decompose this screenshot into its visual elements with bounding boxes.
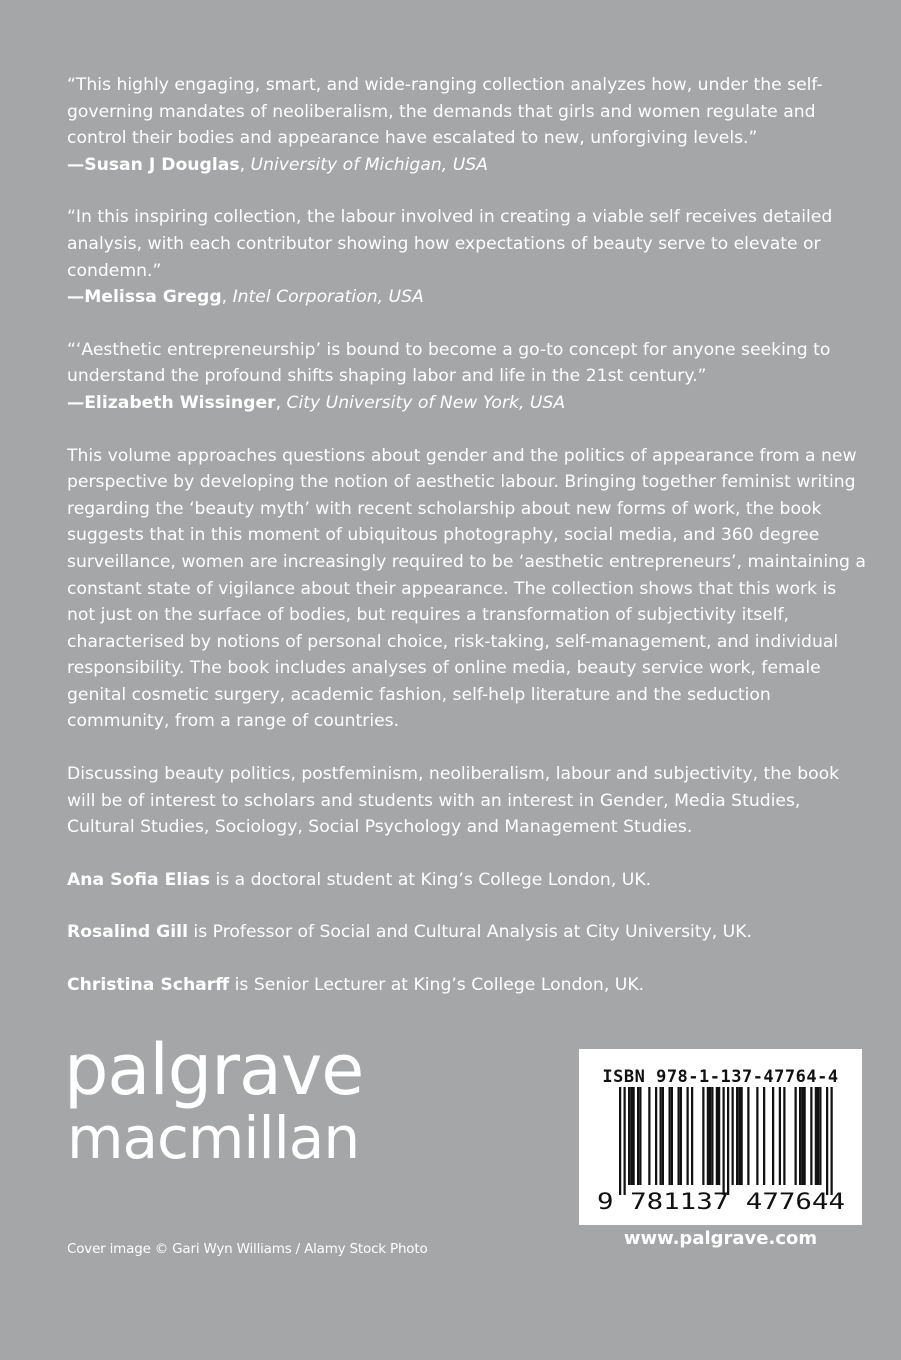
book-description: This volume approaches questions about gender and the politics of appearance from a new perspective by developing the notion of aesthetic labour. Bringing together feminist writing regarding the ‘beauty myth’ with recent scholarship about new forms of work, the book suggests that in this moment of ubiquitous photography, social media, and 360 degree surveillance, women are increasingly required to be ‘aesthetic entrepreneurs’, maintaining a constant state of vigilance about their appearance. The collection shows that this work is not just on the surface of bodies, but requires a transformation of subjectivity itself, characterised by notions of personal choice, risk-taking, self-management, and individual responsibility. The book includes analyses of online media, beauty service work, female genital cosmetic surgery, academic fashion, self-help literature and the seduction community, from a range of countries. xyxy=(67,445,866,732)
publisher-logo xyxy=(64,1029,364,1172)
logo-macmillan: macmillan xyxy=(67,1104,360,1172)
editor-bio-2 xyxy=(67,919,867,946)
endorsement-attribution: —Elizabeth Wissinger, City University of New York, USA xyxy=(67,392,566,413)
endorsement-attribution: —Melissa Gregg, Intel Corporation, USA xyxy=(67,287,424,308)
cover-image-credit: Cover image © Gari Wyn Williams / Alamy Stock Photo xyxy=(67,1241,428,1257)
editor-bio-3 xyxy=(67,972,867,999)
endorsement-quote: “This highly engaging, smart, and wide-ranging collection analyzes how, under the self-governing mandates of neoliberalism, the demands that girls and women regulate and control their bodies and appearance have escalated to new, unforgiving levels.” xyxy=(67,75,823,149)
editor-bio-1 xyxy=(67,867,867,894)
editor-description: is Professor of Social and Cultural Analysis at City University, UK. xyxy=(187,922,752,943)
editor-bios xyxy=(67,867,867,999)
endorsement-attribution: —Susan J Douglas, University of Michigan, USA xyxy=(67,154,488,175)
isbn-barcode xyxy=(579,1049,862,1225)
barcode-digits xyxy=(579,1049,862,1225)
endorser-name: —Elizabeth Wissinger xyxy=(67,392,276,413)
endorsement-2 xyxy=(67,204,867,310)
endorser-name: —Melissa Gregg xyxy=(67,287,222,308)
endorsement-quote: “‘Aesthetic entrepreneurship’ is bound to become a go-to concept for anyone seeking to understand the profound shifts shaping labor and life in the 21st century.” xyxy=(67,339,831,387)
endorser-affiliation: Intel Corporation, USA xyxy=(232,287,424,308)
logo-palgrave: palgrave xyxy=(64,1029,364,1111)
book-audience: Discussing beauty politics, postfeminism, neoliberalism, labour and subjectivity, the book will be of interest to scholars and students with an interest in Gender, Media Studies, Cultural Studies, Sociology, Social Psychology and Management Studies. xyxy=(67,764,840,838)
editor-name: Ana Sofia Elias xyxy=(67,869,210,890)
endorser-affiliation: City University of New York, USA xyxy=(286,392,566,413)
isbn-label: ISBN 978-1-137-47764-4 xyxy=(602,1067,839,1087)
barcode-digit-text: 9 781137 477644 xyxy=(597,1190,845,1215)
publisher-website[interactable]: www.palgrave.com xyxy=(623,1228,818,1249)
endorsement-3 xyxy=(67,337,867,417)
editor-description: is Senior Lecturer at King’s College London, UK. xyxy=(229,975,645,996)
editor-name: Rosalind Gill xyxy=(67,922,188,943)
endorsement-quote: “In this inspiring collection, the labour involved in creating a viable self receives detailed analysis, with each contributor showing how expectations of beauty serve to elevate or condemn.” xyxy=(67,207,833,281)
editor-name: Christina Scharff xyxy=(67,975,230,996)
back-cover-text xyxy=(67,72,867,1025)
editor-description: is a doctoral student at King’s College London, UK. xyxy=(209,869,652,890)
endorser-affiliation: University of Michigan, USA xyxy=(250,154,488,175)
endorser-name: —Susan J Douglas xyxy=(67,154,240,175)
endorsement-1 xyxy=(67,72,867,178)
